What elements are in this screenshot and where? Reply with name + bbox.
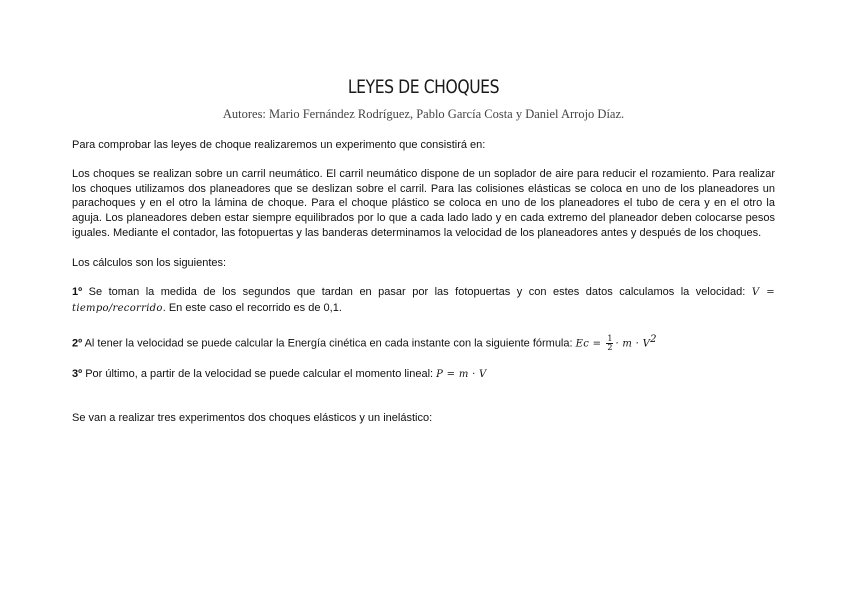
- authors-line: Autores: Mario Fernández Rodríguez, Pablo García Costa y Daniel Arrojo Díaz.: [222, 107, 625, 121]
- momentum-formula: P = m · V: [436, 369, 487, 380]
- kinetic-energy-lhs: Ec =: [575, 338, 602, 350]
- step-1-after: . En este caso el recorrido es de 0,1.: [162, 301, 342, 314]
- fraction-numerator: 1: [607, 334, 613, 344]
- velocity-formula: V = tiempo/recorrido: [72, 287, 775, 314]
- document-title: LEYES DE CHOQUES: [347, 76, 500, 98]
- kinetic-energy-fraction: [606, 335, 613, 352]
- step-2-marker: 2º: [72, 337, 83, 350]
- step-3-marker: 3º: [72, 368, 83, 380]
- intro-paragraph: Para comprobar las leyes de choque realizaremos un experimento que consistirá en:: [72, 139, 486, 151]
- fraction-denominator: 2: [607, 343, 613, 353]
- step-1-marker: 1º: [72, 286, 83, 298]
- step-1-text: Se toman la medida de los segundos que tardan en pasar por las fotopuertas y con estes datos calculamos la velocidad:: [82, 286, 746, 298]
- step-1-paragraph: [72, 285, 775, 316]
- step-3-paragraph: [72, 367, 775, 383]
- kinetic-energy-exponent: 2: [650, 334, 657, 345]
- procedure-paragraph: Los choques se realizan sobre un carril neumático. El carril neumático dispone de un soplador de aire para reducir el rozamiento. Para realizar los choques utilizamos dos planeadores que se deslizan sobre el carril. Para las colisiones elásticas se coloca en uno de los planeadores un parachoques y en el otro la lámina de choque. Para el choque plástico se coloca en uno de los planeadores el tubo de cera y en el otro la aguja. Los planeadores deben estar siempre equilibrados por lo que a cada lado lado y en cada extremo del planeador deben colocarse pesos iguales. Mediante el contador, las fotopuertas y las banderas determinamos la velocidad de los planeadores antes y después de los choques.: [72, 168, 775, 239]
- step-2-paragraph: [72, 333, 775, 352]
- experiments-paragraph: Se van a realizar tres experimentos dos choques elásticos y un inelástico:: [72, 412, 433, 424]
- calculations-intro: Los cálculos son los siguientes:: [72, 257, 227, 269]
- step-3-text: Por último, a partir de la velocidad se puede calcular el momento lineal:: [82, 368, 437, 380]
- kinetic-energy-rhs: · m · V: [615, 338, 651, 350]
- document-page: [72, 0, 775, 600]
- step-2-text: Al tener la velocidad se puede calcular la Energía cinética en cada instante con la siguiente fórmula:: [82, 337, 576, 350]
